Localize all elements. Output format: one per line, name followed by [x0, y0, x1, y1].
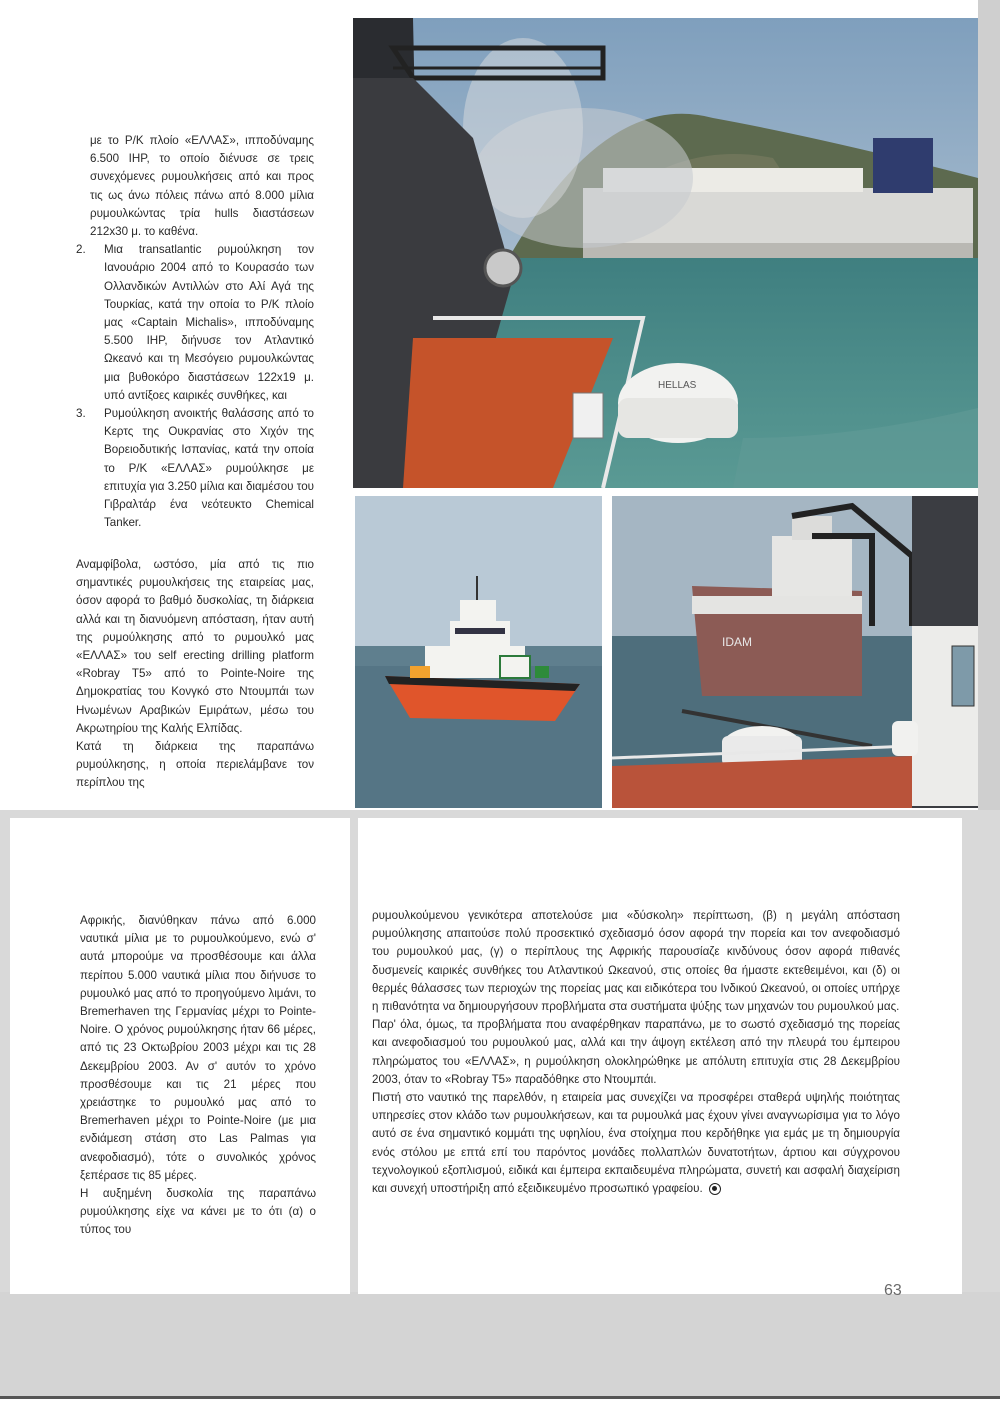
- paragraph-significant-towage: Αναμφίβολα, ωστόσο, μία από τις πιο σημαντικές ρυμουλκήσεις της εταιρείας μας, όσον αφορά το βαθμό δυσκολίας, τη διάρκεια αλλά και τη διανυόμενη απόσταση, ήταν αυτή της ρυμούλκησης από το ρυμουλκό μας «ΕΛΛΑΣ» του self erecting drilling platform «Robray T5» από το Pointe-Noire της Δημοκρατίας του Κονγκό στο Ντουμπάι των Ηνωμένων Αραβικών Εμιράτων, μέσω του Ακρωτηρίου της Καλής Ελπίδας.: [76, 558, 314, 735]
- photo-towing-tanker: [612, 496, 978, 808]
- list-item-number: 3.: [76, 407, 86, 421]
- list-item-text: Μια transatlantic ρυμούλκηση τον Ιανουάριο 2004 από το Κουρασάο των Ολλανδικών Αντιλλών στο Αλί Αγά της Τουρκίας, κατά την οποία το Ρ/Κ πλοίο μας «Captain Michalis», ιπποδύναμης 5.500 IHP, διήνυσε τον Ατλαντικό Ωκεανό και τη Μεσόγειο ρυμουλκώντας μια βυθοκόρο διαστάσεων 122x19 μ. υπό αντίξοες καιρικές συνθήκες, και: [104, 243, 314, 402]
- article-end-mark-icon: [709, 1183, 721, 1195]
- paragraph-success: Παρ' όλα, όμως, τα προβλήματα που αναφέρθηκαν παραπάνω, με το σωστό σχεδιασμό της πορείας και ανεφοδιασμού του ρυμουλκού μας, αλλά και την άψογη εκτέλεση από την πλευρά του έμπειρου πληρώματος του «ΕΛΛΑΣ», η ρυμούλκηση ολοκληρώθηκε με απόλυτη επιτυχία στις 28 Δεκεμβρίου 2003, όταν το «Robray T5» παραδόθηκε στο Ντουμπάι.: [372, 1018, 900, 1086]
- photo-orange-tugboat: [355, 496, 602, 808]
- gray-band: [350, 810, 982, 818]
- list-item: [76, 405, 314, 532]
- photo-ship-deck-view: [353, 18, 978, 488]
- page-number: 63: [884, 1282, 902, 1299]
- gray-footer-band: [0, 1292, 1000, 1396]
- paragraph-difficulty-start: Η αυξημένη δυσκολία της παραπάνω ρυμούλκησης είχε να κάνει με το ότι (α) ο τύπος του: [80, 1187, 316, 1237]
- article-column-bottom-left: [80, 912, 316, 1240]
- bottom-rule: [0, 1396, 1000, 1399]
- tanker-name: ΙDAM: [722, 635, 752, 649]
- towage-list: [76, 241, 314, 532]
- photo-towing-svg: [612, 496, 978, 808]
- page-edge-shadow: [978, 0, 1000, 810]
- article-column-bottom-right: [372, 907, 900, 1198]
- article-column-top-continued: [76, 556, 314, 793]
- list-item-text: Ρυμούλκηση ανοικτής θαλάσσης από το Κερτς της Ουκρανίας στο Χιχόν της Βορειοδυτικής Ισπανίας, κατά την οποία το Ρ/Κ «ΕΛΛΑΣ» ρυμούλκησε με επιτυχία για 3.250 μίλια και διαμέσου του Γιβραλτάρ ένα νεότευκτο Chemical Tanker.: [104, 407, 314, 530]
- paragraph-africa-distance: Αφρικής, διανύθηκαν πάνω από 6.000 ναυτικά μίλια με το ρυμουλκούμενο, ενώ σ' αυτά μπορούμε να προσθέσουμε και άλλα περίπου 5.000 ναυτικά μίλια που διήνυσε το ρυμουλκό μας από το προηγούμενο λιμάνι, το Bremerhaven της Γερμανίας μέχρι το Pointe-Noire. Ο χρόνος ρυμούλκησης ήταν 66 μέρες, από τις 23 Οκτωβρίου 2003 μέχρι και τις 28 Δεκεμβρίου 2003. Αν σ' αυτόν το χρόνο προσθέσουμε και τις 21 μέρες που χρειάστηκε το ρυμουλκό μας από το Bremerhaven μέχρι το Pointe-Noire (με μια ενδιάμεση στάση στο Las Palmas για ανεφοδιασμό), τότε ο συνολικός χρόνος ξεπέρασε τις 85 μέρες.: [80, 914, 316, 1182]
- list-item-number: 2.: [76, 243, 86, 257]
- photo-ship-deck-svg: [353, 18, 978, 488]
- paragraph-company-commitment: [372, 1089, 900, 1198]
- list-item: [76, 241, 314, 405]
- lifeboat-label: HELLAS: [658, 380, 697, 391]
- photo-tugboat-svg: [355, 496, 602, 808]
- paragraph-company-commitment-text: Πιστή στο ναυτικό της παρελθόν, η εταιρεία μας συνεχίζει να προσφέρει σταθερά υψηλής ποιότητας υπηρεσίες στον κλάδο των ρυμουλκήσεων, και τα ρυμουλκά μας έχουν γίνει αναγνωρίσιμα για το λόγο αυτό σε ένα σημαντικό κομμάτι της υφηλίου, ένα στοίχημα που κερδήθηκε για εμάς με τη δημιουργία ενός στόλου με επτά επί του παρόντος μονάδες πολλαπλών δυνατοτήτων, άρτιου και σύγχρονου τεχνολογικού εξοπλισμού, ειδικά και έμπειρα εκπαιδευμένα πληρώματα, συνετή και ασφαλή διαχείριση και συνεχή υποστήριξη από εξειδικευμένο προσωπικό γραφείου.: [372, 1091, 900, 1196]
- article-column-top: [76, 132, 314, 532]
- gray-margin-right: [962, 810, 1000, 1300]
- intro-paragraph: με το Ρ/Κ πλοίο «ΕΛΛΑΣ», ιπποδύναμης 6.500 IHP, το οποίο διένυσε σε τρεις συνεχόμενες ρυμουλκήσεις από και προς τις ως άνω πόλεις πάνω από 8.000 μίλια ρυμουλκώντας τρία hulls διαστάσεων 212x30 μ. το καθένα.: [90, 134, 314, 239]
- paragraph-difficulty-reasons: ρυμουλκούμενου γενικότερα αποτελούσε μια «δύσκολη» περίπτωση, (β) η μεγάλη απόσταση ρυμούλκησης απαιτούσε πολύ προσεκτικό σχεδιασμό όσον αφορά την πορεία και τον ανεφοδιασμό του ρυμουλκού μας, (γ) ο περίπλους της Αφρικής παρουσίαζε κινδύνους όσον αφορά πιθανές δυσμενείς καιρικές συνθήκες του Ατλαντικού Ωκεανού, στις οποίες θα ήμαστε εκτεθειμένοι, και (δ) οι θερμές θάλασσες των περιοχών της πορείας μας και ειδικότερα του Ινδικού Ωκεανού, οι οποίες υπήρχε η πιθανότητα να δημιουργήσουν προβλήματα στα συστήματα ψύξης των μηχανών του ρυμουλκού μας.: [372, 909, 900, 1014]
- paragraph-during-towage: Κατά τη διάρκεια της παραπάνω ρυμούλκησης, η οποία περιελάμβανε τον περίπλου της: [76, 740, 314, 790]
